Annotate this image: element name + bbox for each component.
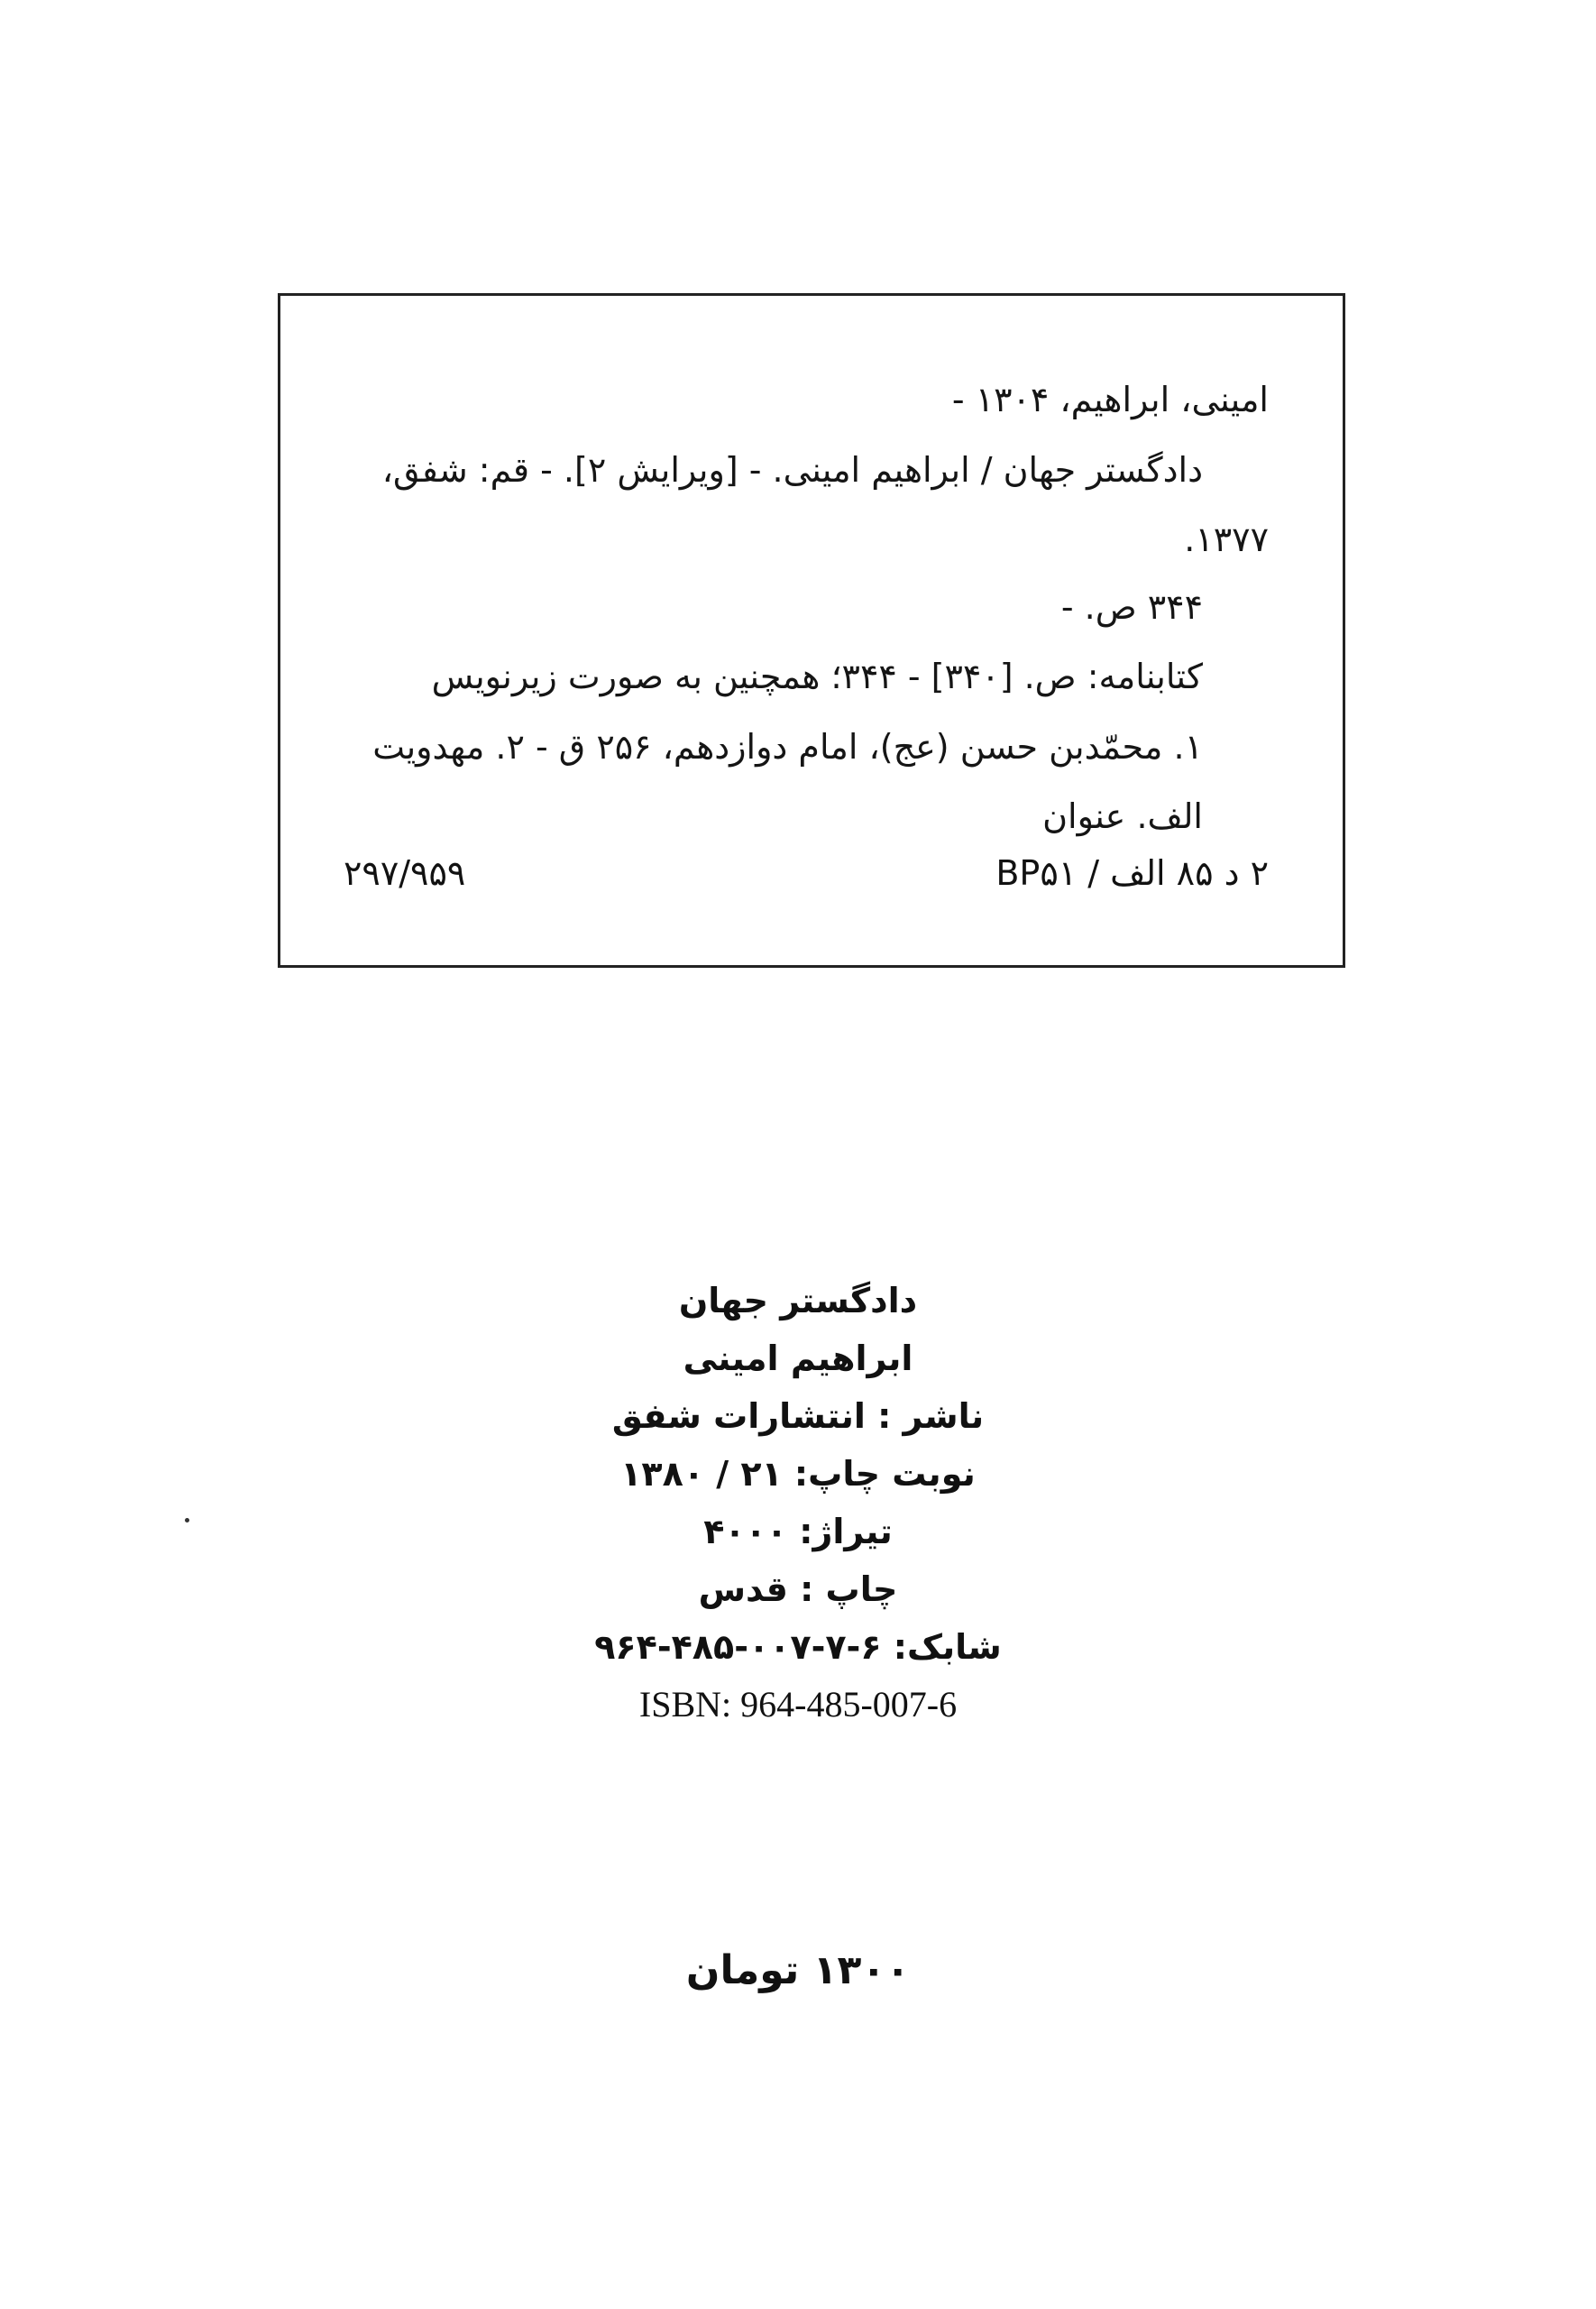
imprint-block (0, 1272, 1596, 1734)
isbn-persian-line: شابک: ۶-۷-۰۰۷-۴۸۵-۹۶۴ (594, 1627, 1002, 1667)
book-title: دادگستر جهان (678, 1281, 918, 1320)
lc-classification: ۲ د ۸۵ الف / BP۵۱ (995, 853, 1269, 893)
printer-line: چاپ : قدس (698, 1569, 898, 1609)
isbn-line: ISBN: 964-485-007-6 (638, 1684, 958, 1725)
classification-row (344, 851, 1269, 896)
publisher-line: ناشر : انتشارات شفق (611, 1396, 985, 1436)
cip-pages-line: ۳۴۴ ص. - (1060, 587, 1203, 627)
print-run-line: تیراژ: ۴۰۰۰ (703, 1512, 893, 1551)
cip-title-line: دادگستر جهان / ابراهیم امینی. - [ویرایش ۲]. - قم: شفق، (381, 450, 1203, 490)
author-name: ابراهیم امینی (683, 1338, 913, 1378)
cip-title-line-continued: ۱۳۷۷. (1184, 520, 1269, 559)
edition-line: نوبت چاپ: ۲۱ / ۱۳۸۰ (620, 1454, 976, 1494)
cip-author-line: امینی، ابراهیم، ۱۳۰۴ - (951, 380, 1269, 419)
cip-title-entry-line: الف. عنوان (1042, 796, 1203, 836)
cip-bibliography-line: کتابنامه: ص. [۳۴۰] - ۳۴۴؛ همچنین به صورت زیرنویس (431, 657, 1203, 696)
cataloguing-in-publication-box (278, 293, 1345, 968)
cip-subjects-line: ۱. محمّدبن حسن (عج)، امام دوازدهم، ۲۵۶ ق - ۲. مهدویت (372, 727, 1203, 767)
price-label: ۱۳۰۰ تومان (685, 1947, 911, 1993)
dewey-classification: ۲۹۷/۹۵۹ (344, 853, 466, 893)
